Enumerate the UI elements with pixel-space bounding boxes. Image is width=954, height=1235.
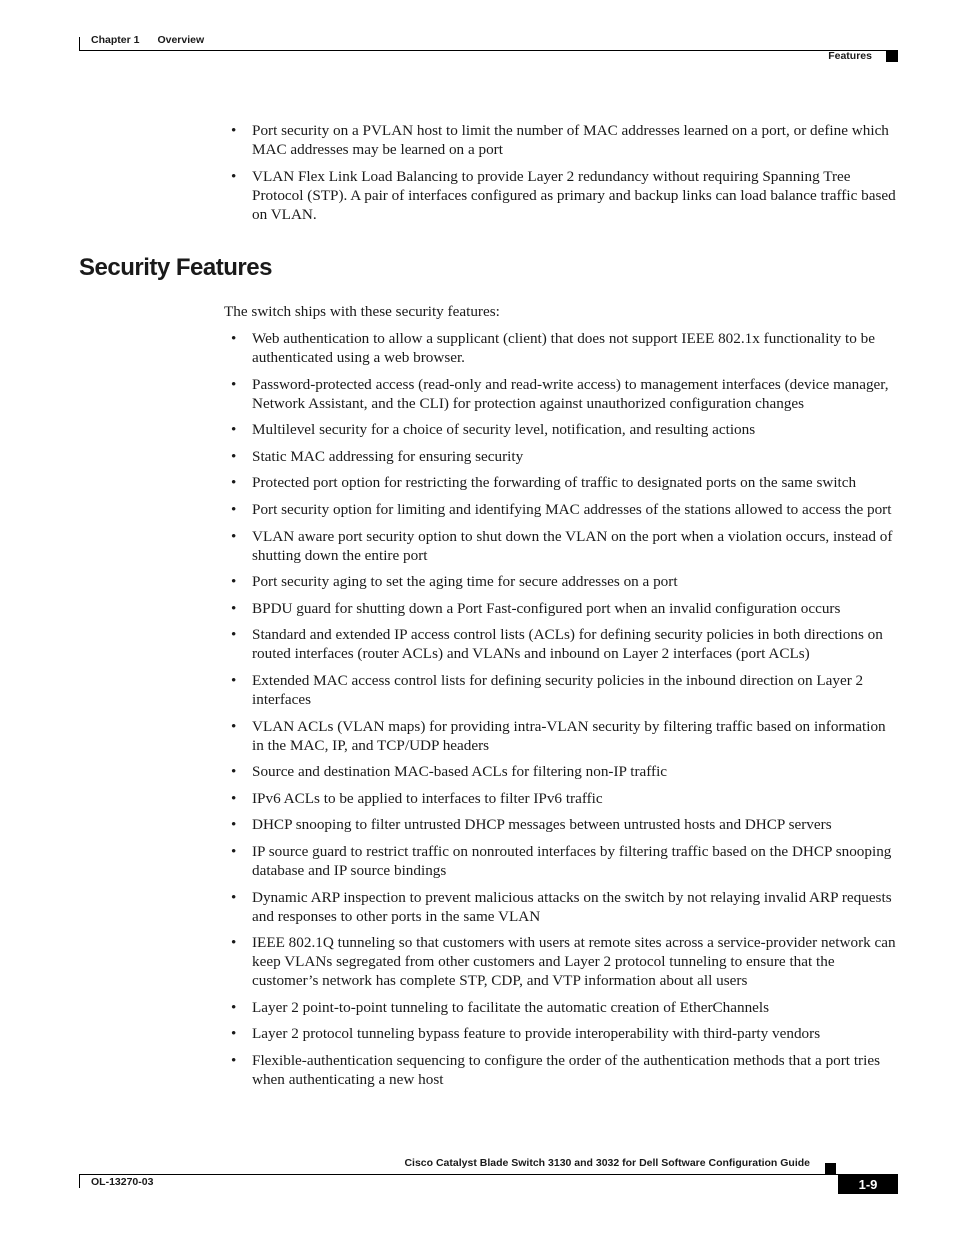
security-bullet-list — [231, 329, 901, 1096]
list-item-text: Multilevel security for a choice of security level, notification, and resulting actions — [252, 421, 756, 439]
bullet-icon: • — [231, 1051, 237, 1069]
list-item-text: Standard and extended IP access control lists (ACLs) for defining security policies in both directions on routed interfaces (router ACLs) and VLANs and inbound on Layer 2 interfaces (port ACLs) — [252, 626, 883, 663]
top-bullet-list — [231, 121, 901, 231]
header-rule-vertical — [79, 37, 80, 51]
header-marker-block — [886, 50, 898, 62]
list-item-text: Port security aging to set the aging time for secure addresses on a port — [252, 573, 678, 591]
bullet-icon: • — [231, 1025, 237, 1043]
list-item — [231, 789, 901, 808]
list-item-text: Flexible-authentication sequencing to configure the order of the authentication methods that a port tries when authenticating a new host — [252, 1051, 880, 1088]
list-item-text: IPv6 ACLs to be applied to interfaces to filter IPv6 traffic — [252, 789, 603, 807]
list-item — [231, 329, 901, 367]
intro-paragraph: The switch ships with these security features: — [224, 303, 500, 320]
list-item — [231, 842, 901, 880]
footer-doc-number: OL-13270-03 — [91, 1176, 154, 1188]
list-item — [231, 167, 901, 224]
list-item — [231, 1051, 901, 1089]
bullet-icon: • — [231, 474, 237, 492]
list-item-text: Static MAC addressing for ensuring security — [252, 447, 524, 465]
bullet-icon: • — [231, 626, 237, 644]
chapter-title: Overview — [157, 34, 205, 46]
footer-rule — [79, 1174, 898, 1175]
bullet-icon: • — [231, 375, 237, 393]
list-item — [231, 998, 901, 1017]
footer-rule-vertical — [79, 1174, 80, 1188]
list-item-text: Password-protected access (read-only and read-write access) to management interfaces (device manager, Network Assistant, and the CLI) for protection against unauthorized configuration changes — [252, 375, 889, 412]
bullet-icon: • — [231, 888, 237, 906]
bullet-icon: • — [231, 447, 237, 465]
footer-marker-block — [825, 1163, 836, 1174]
list-item-text: Web authentication to allow a supplicant (client) that does not support IEEE 802.1x functionality to be authenticated using a web browser. — [252, 330, 875, 366]
list-item-text: DHCP snooping to filter untrusted DHCP messages between untrusted hosts and DHCP servers — [252, 816, 832, 834]
section-heading: Security Features — [79, 254, 272, 281]
bullet-icon: • — [231, 599, 237, 617]
list-item — [231, 888, 901, 926]
bullet-icon: • — [231, 763, 237, 781]
list-item — [231, 625, 901, 663]
list-item-text: IEEE 802.1Q tunneling so that customers with users at remote sites across a service-provider network can keep VLANs segregated from other customers and Layer 2 protocol tunneling to ensure that the customer’s network has complete STP, CDP, and VTP information about all users — [252, 934, 896, 990]
list-item-text: Layer 2 point-to-point tunneling to facilitate the automatic creation of EtherChannels — [252, 998, 770, 1016]
header-rule — [79, 50, 898, 51]
list-item-text: Protected port option for restricting the forwarding of traffic to designated ports on the same switch — [252, 474, 857, 492]
section-header: Features — [828, 50, 872, 62]
page-number: 1-9 — [838, 1175, 898, 1194]
bullet-icon: • — [231, 842, 237, 860]
bullet-icon: • — [231, 167, 237, 185]
list-item-text: Layer 2 protocol tunneling bypass feature to provide interoperability with third-party vendors — [252, 1025, 821, 1043]
bullet-icon: • — [231, 421, 237, 439]
list-item — [231, 420, 901, 439]
bullet-icon: • — [231, 789, 237, 807]
list-item — [231, 762, 901, 781]
list-item — [231, 1024, 901, 1043]
list-item — [231, 375, 901, 413]
bullet-icon: • — [231, 122, 237, 139]
footer-guide-title: Cisco Catalyst Blade Switch 3130 and 3032 for Dell Software Configuration Guide — [404, 1157, 810, 1169]
chapter-label: Chapter 1 — [91, 34, 140, 46]
list-item — [231, 599, 901, 618]
bullet-icon: • — [231, 671, 237, 689]
list-item-text: Port security on a PVLAN host to limit the number of MAC addresses learned on a port, or define which MAC addresses may be learned on a port — [252, 122, 889, 158]
list-item — [231, 671, 901, 709]
list-item — [231, 500, 901, 519]
bullet-icon: • — [231, 717, 237, 735]
list-item-text: Extended MAC access control lists for defining security policies in the inbound direction on Layer 2 interfaces — [252, 671, 864, 708]
list-item-text: VLAN ACLs (VLAN maps) for providing intra-VLAN security by filtering traffic based on information in the MAC, IP, and TCP/UDP headers — [252, 717, 886, 754]
list-item-text: BPDU guard for shutting down a Port Fast-configured port when an invalid configuration occurs — [252, 599, 841, 617]
bullet-icon: • — [231, 527, 237, 545]
bullet-icon: • — [231, 816, 237, 834]
bullet-icon: • — [231, 934, 237, 952]
list-item — [231, 572, 901, 591]
list-item — [231, 121, 901, 159]
bullet-icon: • — [231, 500, 237, 518]
list-item — [231, 815, 901, 834]
bullet-icon: • — [231, 998, 237, 1016]
bullet-icon: • — [231, 330, 237, 347]
list-item-text: Dynamic ARP inspection to prevent malicious attacks on the switch by not relaying invalid ARP requests and responses to other ports in the same VLAN — [252, 888, 892, 925]
list-item — [231, 473, 901, 492]
list-item — [231, 933, 901, 990]
list-item-text: IP source guard to restrict traffic on nonrouted interfaces by filtering traffic based on the DHCP snooping database and IP source bindings — [252, 842, 892, 879]
list-item — [231, 447, 901, 466]
running-header — [91, 34, 204, 46]
list-item-text: Source and destination MAC-based ACLs for filtering non-IP traffic — [252, 763, 668, 781]
list-item — [231, 527, 901, 565]
list-item-text: VLAN aware port security option to shut down the VLAN on the port when a violation occurs, instead of shutting down the entire port — [252, 527, 893, 564]
bullet-icon: • — [231, 573, 237, 591]
list-item-text: VLAN Flex Link Load Balancing to provide Layer 2 redundancy without requiring Spanning Tree Protocol (STP). A pair of interfaces configured as primary and backup links can load balance traffic based on VLAN. — [252, 167, 896, 223]
list-item — [231, 717, 901, 755]
list-item-text: Port security option for limiting and identifying MAC addresses of the stations allowed to access the port — [252, 500, 892, 518]
